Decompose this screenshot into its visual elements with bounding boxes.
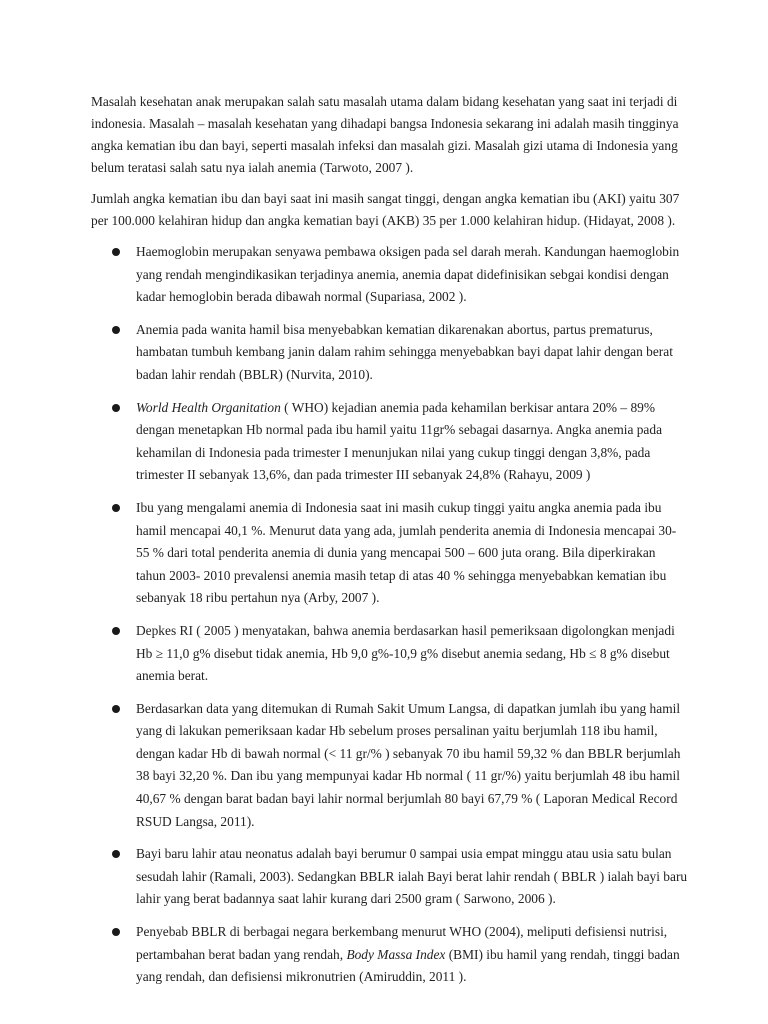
bullet-dot-icon — [112, 504, 120, 512]
mortality-paragraph: Jumlah angka kematian ibu dan bayi saat ini masih sangat tinggi, dengan angka kematian ibu (AKI) yaitu 307 per 100.000 kelahiran hidup dan angka kematian bayi (AKB) 35 per 1.000 kelahiran hidup. (Hidayat, 2008 ). — [91, 191, 680, 228]
list-item-italic-term: Body Massa Index — [346, 946, 446, 962]
list-item-text: Ibu yang mengalami anemia di Indonesia saat ini masih cukup tinggi yaitu angka anemia pada ibu hamil mencapai 40,1 %. Menurut data yang ada, jumlah penderita anemia di Indonesia mencapai 30-55 % dari total penderita anemia di dunia yang mencapai 500 – 600 juta orang. Bila diperkirakan tahun 2003- 2010 prevalensi anemia masih tetap di atas 40 % sehingga menyebabkan kematian ibu sebanyak 18 ribu pertahun nya (Arby, 2007 ). — [136, 499, 677, 606]
bullet-list — [91, 241, 688, 989]
bullet-dot-icon — [112, 705, 120, 713]
bullet-dot-icon — [112, 248, 120, 256]
list-item — [91, 698, 688, 834]
bullet-dot-icon — [112, 627, 120, 635]
bullet-dot-icon — [112, 326, 120, 334]
list-item-text: Anemia pada wanita hamil bisa menyebabkan kematian dikarenakan abortus, partus prematurus, hambatan tumbuh kembang janin dalam rahim sehingga menyebabkan bayi dapat lahir dengan berat badan lahir rendah (BBLR) (Nurvita, 2010). — [136, 321, 673, 382]
list-item-text: (BMI) ibu hamil yang rendah, tinggi badan yang rendah, dan defisiensi mikronutrien (Amiruddin, 2011 ). — [136, 946, 680, 985]
list-item-text: ( WHO) kejadian anemia pada kehamilan berkisar antara 20% – 89% dengan menetapkan Hb normal pada ibu hamil yaitu 11gr% sebagai dasarnya. Angka anemia pada kehamilan di Indonesia pada trimester I menunjukan nilai yang cukup tinggi dengan 3,8%, pada trimester II sebanyak 13,6%, dan pada trimester III sebanyak 24,8% (Rahayu, 2009 ) — [136, 399, 663, 483]
list-item — [91, 497, 688, 610]
list-item — [91, 319, 688, 387]
list-item-text: Haemoglobin merupakan senyawa pembawa oksigen pada sel darah merah. Kandungan haemoglobin yang rendah mengindikasikan terjadinya anemia, anemia dapat didefinisikan sebgai kondisi dengan kadar hemoglobin berada dibawah normal (Supariasa, 2002 ). — [136, 244, 680, 305]
list-item — [91, 397, 688, 487]
list-item — [91, 620, 688, 688]
list-item-text: Bayi baru lahir atau neonatus adalah bayi berumur 0 sampai usia empat minggu atau usia satu bulan sesudah lahir (Ramali, 2003). Sedangkan BBLR ialah Bayi berat lahir rendah ( BBLR ) ialah bayi baru lahir yang berat badannya saat lahir kurang dari 2500 gram ( Sarwono, 2006 ). — [136, 846, 688, 907]
list-item-text: Depkes RI ( 2005 ) menyatakan, bahwa anemia berdasarkan hasil pemeriksaan digolongkan menjadi Hb ≥ 11,0 g% disebut tidak anemia, Hb 9,0 g%-10,9 g% disebut anemia sedang, Hb ≤ 8 g% disebut anemia berat. — [136, 622, 675, 684]
bullet-dot-icon — [112, 850, 120, 858]
list-item — [91, 843, 688, 911]
bullet-dot-icon — [112, 928, 120, 936]
list-item-text: Penyebab BBLR di berbagai negara berkembang menurut WHO (2004), meliputi defisiensi nutrisi, pertambahan berat badan yang rendah, — [136, 924, 668, 962]
list-item — [91, 241, 688, 309]
bullet-dot-icon — [112, 404, 120, 412]
list-item-italic-term: World Health Organitation — [136, 399, 281, 415]
list-item-text: Berdasarkan data yang ditemukan di Rumah Sakit Umum Langsa, di dapatkan jumlah ibu yang hamil yang di lakukan pemeriksaan kadar Hb sebelum proses persalinan yaitu berjumlah 118 ibu hamil, dengan kadar Hb di bawah normal (< 11 gr/% ) sebanyak 70 ibu hamil 59,32 % dan BBLR berjumlah 38 bayi 32,20 %. Dan ibu yang mempunyai kadar Hb normal ( 11 gr/%) yaitu berjumlah 48 ibu hamil 40,67 % dengan barat badan bayi lahir normal berjumlah 80 bayi 67,79 % ( Laporan Medical Record RSUD Langsa, 2011). — [136, 700, 681, 829]
list-item — [91, 921, 688, 989]
intro-paragraph: Masalah kesehatan anak merupakan salah satu masalah utama dalam bidang kesehatan yang saat ini terjadi di indonesia. Masalah – masalah kesehatan yang dihadapi bangsa Indonesia sekarang ini adalah masih tingginya angka kematian ibu dan bayi, seperti masalah infeksi dan masalah gizi. Masalah gizi utama di Indonesia yang belum teratasi salah satu nya ialah anemia (Tarwoto, 2007 ). — [91, 94, 679, 175]
